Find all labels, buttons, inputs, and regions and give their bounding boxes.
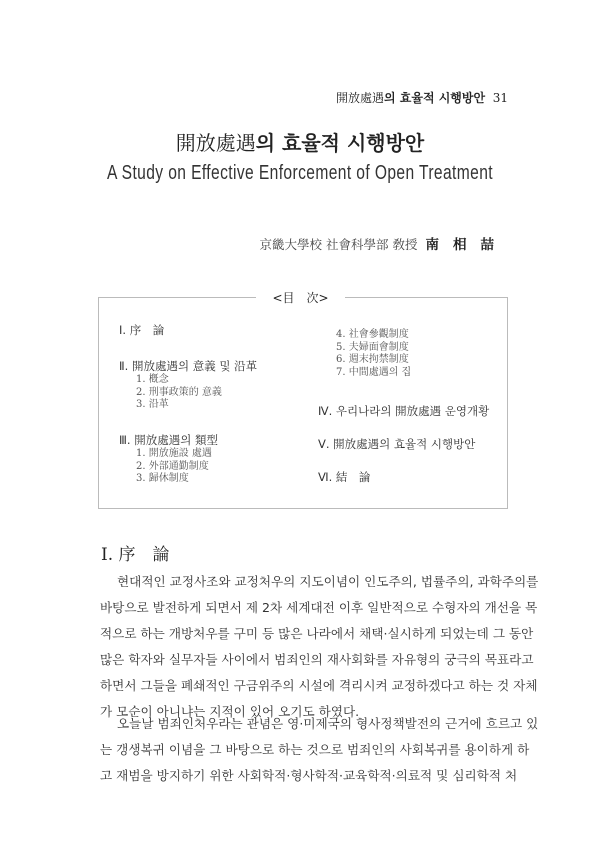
toc-sublist xyxy=(136,374,222,412)
page-title xyxy=(0,127,600,156)
running-title-hangul: 의 효율적 시행방안 xyxy=(383,91,486,105)
text-line: 고 재범을 방지하기 위한 사회학적·형사학적·교육학적·의료적 및 심리학적 처 xyxy=(100,768,518,783)
text-line: 오늘날 범죄인처우라는 관념은 영·미제국의 형사정책발전의 근거에 흐르고 있 xyxy=(117,716,539,731)
toc-divider xyxy=(98,297,256,298)
text-line: 는 갱생복귀 이념을 그 바탕으로 하는 것으로 범죄인의 사회복귀를 용이하게 하 xyxy=(100,742,530,757)
toc-heading: Ⅴ. 開放處遇의 효율적 시행방안 xyxy=(318,437,476,451)
toc-subitem: 3. 沿革 xyxy=(136,399,169,411)
toc-sublist xyxy=(136,448,212,486)
author-line xyxy=(260,233,508,253)
running-title-hanja: 開放處遇 xyxy=(335,91,384,105)
text-line: 바탕으로 발전하게 되면서 제 2차 세계대전 이후 일반적으로 수형자의 개선을 목 xyxy=(100,600,538,615)
section-heading: Ⅰ. 序 論 xyxy=(101,545,170,565)
toc-heading: Ⅲ. 開放處遇의 類型 xyxy=(119,433,219,447)
toc-heading: Ⅱ. 開放處遇의 意義 및 沿革 xyxy=(119,359,258,373)
toc-subitem: 2. 刑事政策的 意義 xyxy=(136,386,222,398)
running-header xyxy=(336,89,508,106)
toc-sublist xyxy=(336,329,411,380)
text-line: 현대적인 교정사조와 교정처우의 지도이념이 인도주의, 법률주의, 과학주의를 xyxy=(117,574,539,589)
text-line: 하면서 그들을 폐쇄적인 구금위주의 시설에 격리시켜 교정하겠다고 하는 것 자체 xyxy=(100,678,538,693)
toc-heading: Ⅵ. 結 論 xyxy=(318,470,371,484)
toc-subitem: 6. 週末拘禁制度 xyxy=(336,354,409,366)
author-name: 南相喆 xyxy=(425,237,508,253)
toc-subitem: 1. 槪念 xyxy=(136,374,169,385)
toc-subitem: 4. 社會參觀制度 xyxy=(336,329,409,340)
page-number: 31 xyxy=(492,91,508,105)
toc-subitem: 7. 中間處遇의 집 xyxy=(336,367,412,379)
author-affiliation: 京畿大學校 社會科學部 敎授 xyxy=(259,237,418,252)
text-line: 많은 학자와 실무자들 사이에서 범죄인의 재사회화를 자유형의 궁극의 목표라고 xyxy=(100,652,534,667)
title-hanja: 開放處遇 xyxy=(175,131,256,155)
text-line: 가 모순이 아니냐는 지적이 있어 오기도 하였다. xyxy=(100,704,360,719)
toc-subitem: 3. 歸休制度 xyxy=(136,473,189,485)
title-hangul: 의 효율적 시행방안 xyxy=(255,131,425,155)
toc-title: <目 次> xyxy=(272,291,329,305)
english-subtitle: A Study on Effective Enforcement of Open Treatment xyxy=(106,162,494,184)
toc-heading: Ⅳ. 우리나라의 開放處遇 운영개황 xyxy=(318,404,490,418)
toc-divider xyxy=(345,297,508,298)
toc-subitem: 2. 外部通勤制度 xyxy=(136,460,209,472)
toc-subitem: 5. 夫婦面會制度 xyxy=(336,341,409,353)
toc-subitem: 1. 開放施設 處遇 xyxy=(136,448,212,459)
text-line: 적으로 하는 개방처우를 구미 등 많은 나라에서 채택·실시하게 되었는데 그 동안 xyxy=(100,626,534,641)
toc-heading: Ⅰ. 序 論 xyxy=(119,323,165,337)
